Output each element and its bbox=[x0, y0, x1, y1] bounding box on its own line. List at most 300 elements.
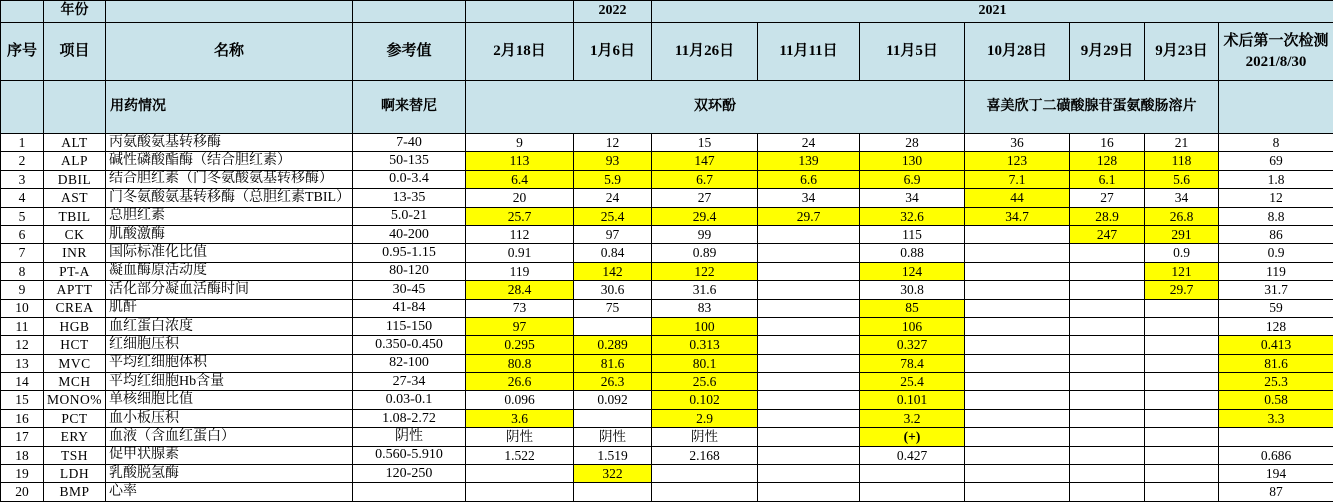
value-cell[interactable]: 6.9 bbox=[860, 170, 965, 188]
table-row bbox=[1, 189, 1333, 207]
value-cell[interactable] bbox=[965, 262, 1070, 280]
value-cell[interactable] bbox=[965, 483, 1070, 501]
value-cell[interactable]: 12 bbox=[1219, 189, 1333, 207]
value-cell[interactable]: 112 bbox=[466, 225, 574, 243]
table-row bbox=[1, 354, 1333, 372]
value-cell[interactable]: 113 bbox=[466, 152, 574, 170]
value-cell[interactable]: 59 bbox=[1219, 299, 1333, 317]
value-cell[interactable]: 119 bbox=[466, 262, 574, 280]
item-code-cell[interactable]: TSH bbox=[44, 446, 106, 464]
value-cell[interactable]: 34 bbox=[758, 189, 860, 207]
medication-alectinib[interactable]: 啊来替尼 bbox=[353, 81, 466, 134]
value-cell[interactable] bbox=[758, 317, 860, 335]
value-cell[interactable]: 8 bbox=[1219, 134, 1333, 152]
value-cell[interactable]: 25.4 bbox=[574, 207, 652, 225]
value-cell[interactable] bbox=[1070, 428, 1145, 446]
row-index-cell[interactable]: 18 bbox=[1, 446, 44, 464]
value-cell[interactable]: 119 bbox=[1219, 262, 1333, 280]
value-cell[interactable]: 0.327 bbox=[860, 336, 965, 354]
item-code-cell[interactable]: CREA bbox=[44, 299, 106, 317]
value-cell[interactable] bbox=[965, 336, 1070, 354]
row-index-cell[interactable]: 12 bbox=[1, 336, 44, 354]
reference-value-cell[interactable]: 1.08-2.72 bbox=[353, 409, 466, 427]
value-cell[interactable] bbox=[1070, 483, 1145, 501]
item-code-cell[interactable]: BMP bbox=[44, 483, 106, 501]
value-cell[interactable]: 24 bbox=[574, 189, 652, 207]
value-cell[interactable]: 28 bbox=[860, 134, 965, 152]
value-cell[interactable]: 44 bbox=[965, 189, 1070, 207]
row-index-cell[interactable]: 11 bbox=[1, 317, 44, 335]
value-cell[interactable] bbox=[965, 373, 1070, 391]
value-cell[interactable]: 3.2 bbox=[860, 409, 965, 427]
value-cell[interactable]: 30.6 bbox=[574, 281, 652, 299]
value-cell[interactable] bbox=[1070, 262, 1145, 280]
value-cell[interactable]: 阴性 bbox=[466, 428, 574, 446]
item-code-cell[interactable]: MVC bbox=[44, 354, 106, 372]
value-cell[interactable]: 123 bbox=[965, 152, 1070, 170]
value-cell[interactable]: 6.1 bbox=[1070, 170, 1145, 188]
value-cell[interactable]: 28.4 bbox=[466, 281, 574, 299]
value-cell[interactable]: 24 bbox=[758, 134, 860, 152]
header-cell-date-oct28[interactable]: 10月28日 bbox=[965, 23, 1070, 81]
value-cell[interactable]: 80.8 bbox=[466, 354, 574, 372]
value-cell[interactable]: 97 bbox=[466, 317, 574, 335]
value-cell[interactable]: 26.8 bbox=[1145, 207, 1219, 225]
value-cell[interactable]: 118 bbox=[1145, 152, 1219, 170]
value-cell[interactable] bbox=[1145, 409, 1219, 427]
value-cell[interactable]: 139 bbox=[758, 152, 860, 170]
value-cell[interactable] bbox=[1145, 465, 1219, 483]
value-cell[interactable] bbox=[758, 373, 860, 391]
value-cell[interactable]: 0.58 bbox=[1219, 391, 1333, 409]
value-cell[interactable]: 0.9 bbox=[1219, 244, 1333, 262]
value-cell[interactable]: 5.9 bbox=[574, 170, 652, 188]
value-cell[interactable] bbox=[466, 483, 574, 501]
item-code-cell[interactable]: ALP bbox=[44, 152, 106, 170]
header-cell-date-nov11[interactable]: 11月11日 bbox=[758, 23, 860, 81]
value-cell[interactable]: 28.9 bbox=[1070, 207, 1145, 225]
value-cell[interactable]: 29.7 bbox=[758, 207, 860, 225]
value-cell[interactable]: 124 bbox=[860, 262, 965, 280]
header-cell-date-sep29[interactable]: 9月29日 bbox=[1070, 23, 1145, 81]
value-cell[interactable] bbox=[758, 281, 860, 299]
value-cell[interactable]: 27 bbox=[652, 189, 758, 207]
reference-value-cell[interactable] bbox=[353, 483, 466, 501]
value-cell[interactable]: 34 bbox=[1145, 189, 1219, 207]
item-code-cell[interactable]: AST bbox=[44, 189, 106, 207]
item-name-cell[interactable]: 肌酐 bbox=[106, 299, 353, 317]
item-code-cell[interactable]: HCT bbox=[44, 336, 106, 354]
value-cell[interactable]: 34.7 bbox=[965, 207, 1070, 225]
value-cell[interactable]: 26.3 bbox=[574, 373, 652, 391]
value-cell[interactable]: 83 bbox=[652, 299, 758, 317]
value-cell[interactable]: 6.7 bbox=[652, 170, 758, 188]
item-code-cell[interactable]: PCT bbox=[44, 409, 106, 427]
value-cell[interactable]: 73 bbox=[466, 299, 574, 317]
row-index-cell[interactable]: 2 bbox=[1, 152, 44, 170]
value-cell[interactable]: 0.89 bbox=[652, 244, 758, 262]
value-cell[interactable]: 1.8 bbox=[1219, 170, 1333, 188]
row-index-cell[interactable]: 3 bbox=[1, 170, 44, 188]
value-cell[interactable]: 142 bbox=[574, 262, 652, 280]
value-cell[interactable] bbox=[1070, 391, 1145, 409]
row-index-cell[interactable]: 17 bbox=[1, 428, 44, 446]
value-cell[interactable] bbox=[965, 281, 1070, 299]
value-cell[interactable] bbox=[965, 409, 1070, 427]
row-index-cell[interactable]: 20 bbox=[1, 483, 44, 501]
value-cell[interactable] bbox=[758, 336, 860, 354]
value-cell[interactable] bbox=[1145, 428, 1219, 446]
item-name-cell[interactable]: 总胆红素 bbox=[106, 207, 353, 225]
value-cell[interactable] bbox=[1145, 336, 1219, 354]
table-row bbox=[1, 299, 1333, 317]
item-code-cell[interactable]: TBIL bbox=[44, 207, 106, 225]
reference-value-cell[interactable]: 80-120 bbox=[353, 262, 466, 280]
row-index-cell[interactable]: 1 bbox=[1, 134, 44, 152]
value-cell[interactable]: 21 bbox=[1145, 134, 1219, 152]
value-cell[interactable]: 106 bbox=[860, 317, 965, 335]
value-cell[interactable] bbox=[965, 391, 1070, 409]
row-index-cell[interactable]: 7 bbox=[1, 244, 44, 262]
medication-label[interactable]: 用药情况 bbox=[106, 81, 353, 134]
value-cell[interactable] bbox=[1145, 373, 1219, 391]
value-cell[interactable]: 99 bbox=[652, 225, 758, 243]
row-index-cell[interactable]: 8 bbox=[1, 262, 44, 280]
empty-cell[interactable] bbox=[44, 81, 106, 134]
value-cell[interactable] bbox=[860, 483, 965, 501]
item-name-cell[interactable]: 心率 bbox=[106, 483, 353, 501]
value-cell[interactable] bbox=[574, 317, 652, 335]
value-cell[interactable]: 80.1 bbox=[652, 354, 758, 372]
value-cell[interactable]: 194 bbox=[1219, 465, 1333, 483]
value-cell[interactable]: 0.9 bbox=[1145, 244, 1219, 262]
item-name-cell[interactable]: 平均红细胞Hb含量 bbox=[106, 373, 353, 391]
medication-bicyclol[interactable]: 双环酚 bbox=[466, 81, 965, 134]
value-cell[interactable] bbox=[758, 391, 860, 409]
value-cell[interactable] bbox=[965, 446, 1070, 464]
value-cell[interactable]: 0.91 bbox=[466, 244, 574, 262]
value-cell[interactable]: 1.522 bbox=[466, 446, 574, 464]
item-name-cell[interactable]: 国际标准化比值 bbox=[106, 244, 353, 262]
value-cell[interactable] bbox=[965, 299, 1070, 317]
item-name-cell[interactable]: 血小板压积 bbox=[106, 409, 353, 427]
value-cell[interactable]: 1.519 bbox=[574, 446, 652, 464]
item-code-cell[interactable]: ERY bbox=[44, 428, 106, 446]
row-index-cell[interactable]: 10 bbox=[1, 299, 44, 317]
value-cell[interactable]: 29.4 bbox=[652, 207, 758, 225]
reference-value-cell[interactable]: 50-135 bbox=[353, 152, 466, 170]
item-code-cell[interactable]: MCH bbox=[44, 373, 106, 391]
reference-value-cell[interactable]: 7-40 bbox=[353, 134, 466, 152]
reference-value-cell[interactable]: 40-200 bbox=[353, 225, 466, 243]
value-cell[interactable]: 8.8 bbox=[1219, 207, 1333, 225]
reference-value-cell[interactable]: 5.0-21 bbox=[353, 207, 466, 225]
value-cell[interactable]: 0.295 bbox=[466, 336, 574, 354]
value-cell[interactable]: 128 bbox=[1070, 152, 1145, 170]
value-cell[interactable]: 6.6 bbox=[758, 170, 860, 188]
table-row bbox=[1, 244, 1333, 262]
value-cell[interactable]: 6.4 bbox=[466, 170, 574, 188]
value-cell[interactable]: 25.7 bbox=[466, 207, 574, 225]
item-code-cell[interactable]: MONO% bbox=[44, 391, 106, 409]
value-cell[interactable]: 2.9 bbox=[652, 409, 758, 427]
item-name-cell[interactable]: 结合胆红素（门冬氨酸氨基转移酶） bbox=[106, 170, 353, 188]
value-cell[interactable] bbox=[1070, 446, 1145, 464]
value-cell[interactable] bbox=[965, 225, 1070, 243]
value-cell[interactable]: 291 bbox=[1145, 225, 1219, 243]
value-cell[interactable]: 2.168 bbox=[652, 446, 758, 464]
value-cell[interactable]: 122 bbox=[652, 262, 758, 280]
header-cell-postop-test[interactable]: 术后第一次检测2021/8/30 bbox=[1219, 23, 1333, 81]
value-cell[interactable]: 147 bbox=[652, 152, 758, 170]
value-cell[interactable]: 32.6 bbox=[860, 207, 965, 225]
value-cell[interactable]: 115 bbox=[860, 225, 965, 243]
value-cell[interactable]: 322 bbox=[574, 465, 652, 483]
value-cell[interactable]: 0.096 bbox=[466, 391, 574, 409]
value-cell[interactable] bbox=[758, 483, 860, 501]
value-cell[interactable]: 81.6 bbox=[1219, 354, 1333, 372]
corner-cell[interactable] bbox=[1, 1, 44, 23]
value-cell[interactable] bbox=[758, 244, 860, 262]
empty-cell[interactable] bbox=[1, 81, 44, 134]
value-cell[interactable] bbox=[860, 465, 965, 483]
reference-value-cell[interactable]: 0.350-0.450 bbox=[353, 336, 466, 354]
value-cell[interactable] bbox=[758, 446, 860, 464]
value-cell[interactable]: 15 bbox=[652, 134, 758, 152]
reference-value-cell[interactable]: 27-34 bbox=[353, 373, 466, 391]
value-cell[interactable] bbox=[1070, 465, 1145, 483]
empty-cell[interactable] bbox=[106, 1, 353, 23]
item-name-cell[interactable]: 门冬氨酸氨基转移酶（总胆红素TBIL） bbox=[106, 189, 353, 207]
value-cell[interactable]: 5.6 bbox=[1145, 170, 1219, 188]
row-index-cell[interactable]: 5 bbox=[1, 207, 44, 225]
table-row bbox=[1, 317, 1333, 335]
value-cell[interactable]: 31.7 bbox=[1219, 281, 1333, 299]
value-cell[interactable]: 25.4 bbox=[860, 373, 965, 391]
value-cell[interactable]: 7.1 bbox=[965, 170, 1070, 188]
medication-simeixin[interactable]: 喜美欣丁二磺酸腺苷蛋氨酸肠溶片 bbox=[965, 81, 1219, 134]
value-cell[interactable] bbox=[758, 354, 860, 372]
item-name-cell[interactable]: 平均红细胞体积 bbox=[106, 354, 353, 372]
value-cell[interactable] bbox=[574, 409, 652, 427]
value-cell[interactable]: 97 bbox=[574, 225, 652, 243]
value-cell[interactable]: 34 bbox=[860, 189, 965, 207]
value-cell[interactable]: 3.3 bbox=[1219, 409, 1333, 427]
value-cell[interactable]: 69 bbox=[1219, 152, 1333, 170]
value-cell[interactable]: 9 bbox=[466, 134, 574, 152]
value-cell[interactable]: 阴性 bbox=[574, 428, 652, 446]
item-code-cell[interactable]: DBIL bbox=[44, 170, 106, 188]
reference-value-cell[interactable]: 阴性 bbox=[353, 428, 466, 446]
reference-value-cell[interactable]: 0.560-5.910 bbox=[353, 446, 466, 464]
value-cell[interactable]: 93 bbox=[574, 152, 652, 170]
header-cell-item[interactable]: 项目 bbox=[44, 23, 106, 81]
value-cell[interactable]: 30.8 bbox=[860, 281, 965, 299]
value-cell[interactable]: 0.102 bbox=[652, 391, 758, 409]
value-cell[interactable] bbox=[1070, 373, 1145, 391]
item-code-cell[interactable]: PT-A bbox=[44, 262, 106, 280]
value-cell[interactable] bbox=[466, 465, 574, 483]
table-row bbox=[1, 170, 1333, 188]
value-cell[interactable] bbox=[965, 244, 1070, 262]
value-cell[interactable] bbox=[1070, 409, 1145, 427]
reference-value-cell[interactable]: 0.95-1.15 bbox=[353, 244, 466, 262]
value-cell[interactable] bbox=[1145, 391, 1219, 409]
value-cell[interactable]: 0.88 bbox=[860, 244, 965, 262]
item-name-cell[interactable]: 活化部分凝血活酶时间 bbox=[106, 281, 353, 299]
value-cell[interactable]: 26.6 bbox=[466, 373, 574, 391]
header-cell-date-feb18[interactable]: 2月18日 bbox=[466, 23, 574, 81]
reference-value-cell[interactable]: 0.03-0.1 bbox=[353, 391, 466, 409]
table-row bbox=[1, 391, 1333, 409]
empty-cell[interactable] bbox=[466, 1, 574, 23]
value-cell[interactable] bbox=[1219, 428, 1333, 446]
table-row bbox=[1, 373, 1333, 391]
value-cell[interactable]: 16 bbox=[1070, 134, 1145, 152]
row-index-cell[interactable]: 4 bbox=[1, 189, 44, 207]
reference-value-cell[interactable]: 13-35 bbox=[353, 189, 466, 207]
row-index-cell[interactable]: 15 bbox=[1, 391, 44, 409]
header-cell-date-sep23[interactable]: 9月23日 bbox=[1145, 23, 1219, 81]
value-cell[interactable]: 0.313 bbox=[652, 336, 758, 354]
header-cell-date-nov5[interactable]: 11月5日 bbox=[860, 23, 965, 81]
value-cell[interactable]: 87 bbox=[1219, 483, 1333, 501]
value-cell[interactable] bbox=[1070, 354, 1145, 372]
header-cell-date-nov26[interactable]: 11月26日 bbox=[652, 23, 758, 81]
row-index-cell[interactable]: 9 bbox=[1, 281, 44, 299]
table-row bbox=[1, 152, 1333, 170]
table-row bbox=[1, 225, 1333, 243]
value-cell[interactable]: 20 bbox=[466, 189, 574, 207]
value-cell[interactable] bbox=[652, 483, 758, 501]
value-cell[interactable]: 81.6 bbox=[574, 354, 652, 372]
value-cell[interactable]: 0.092 bbox=[574, 391, 652, 409]
item-code-cell[interactable]: APTT bbox=[44, 281, 106, 299]
value-cell[interactable]: 85 bbox=[860, 299, 965, 317]
reference-value-cell[interactable]: 0.0-3.4 bbox=[353, 170, 466, 188]
year-2022-cell[interactable]: 2022 bbox=[574, 1, 652, 23]
value-cell[interactable] bbox=[1145, 317, 1219, 335]
value-cell[interactable] bbox=[1145, 446, 1219, 464]
value-cell[interactable]: 0.84 bbox=[574, 244, 652, 262]
value-cell[interactable] bbox=[758, 465, 860, 483]
empty-cell[interactable] bbox=[1219, 81, 1333, 134]
value-cell[interactable] bbox=[1070, 317, 1145, 335]
value-cell[interactable] bbox=[574, 483, 652, 501]
item-code-cell[interactable]: CK bbox=[44, 225, 106, 243]
item-name-cell[interactable]: 碱性磷酸酯酶（结合胆红素） bbox=[106, 152, 353, 170]
value-cell[interactable]: 0.686 bbox=[1219, 446, 1333, 464]
table-row bbox=[1, 207, 1333, 225]
item-name-cell[interactable]: 肌酸激酶 bbox=[106, 225, 353, 243]
value-cell[interactable] bbox=[758, 262, 860, 280]
value-cell[interactable]: 86 bbox=[1219, 225, 1333, 243]
item-name-cell[interactable]: 凝血酶原活动度 bbox=[106, 262, 353, 280]
value-cell[interactable]: 100 bbox=[652, 317, 758, 335]
item-name-cell[interactable]: 单核细胞比值 bbox=[106, 391, 353, 409]
value-cell[interactable]: 31.6 bbox=[652, 281, 758, 299]
header-cell-reference[interactable]: 参考值 bbox=[353, 23, 466, 81]
item-code-cell[interactable]: HGB bbox=[44, 317, 106, 335]
value-cell[interactable]: 121 bbox=[1145, 262, 1219, 280]
reference-value-cell[interactable]: 82-100 bbox=[353, 354, 466, 372]
value-cell[interactable] bbox=[1070, 281, 1145, 299]
value-cell[interactable]: 0.413 bbox=[1219, 336, 1333, 354]
value-cell[interactable]: 78.4 bbox=[860, 354, 965, 372]
item-code-cell[interactable]: LDH bbox=[44, 465, 106, 483]
reference-value-cell[interactable]: 41-84 bbox=[353, 299, 466, 317]
value-cell[interactable] bbox=[758, 299, 860, 317]
row-index-cell[interactable]: 6 bbox=[1, 225, 44, 243]
value-cell[interactable]: 36 bbox=[965, 134, 1070, 152]
value-cell[interactable] bbox=[965, 465, 1070, 483]
value-cell[interactable]: 3.6 bbox=[466, 409, 574, 427]
header-cell-date-jan6[interactable]: 1月6日 bbox=[574, 23, 652, 81]
value-cell[interactable]: 130 bbox=[860, 152, 965, 170]
empty-cell[interactable] bbox=[353, 1, 466, 23]
value-cell[interactable]: 29.7 bbox=[1145, 281, 1219, 299]
value-cell[interactable] bbox=[965, 317, 1070, 335]
item-name-cell[interactable]: 红细胞压积 bbox=[106, 336, 353, 354]
value-cell[interactable] bbox=[1145, 299, 1219, 317]
table-body bbox=[1, 134, 1333, 502]
reference-value-cell[interactable]: 120-250 bbox=[353, 465, 466, 483]
item-name-cell[interactable]: 促甲状腺素 bbox=[106, 446, 353, 464]
year-2021-cell[interactable]: 2021 bbox=[652, 1, 1333, 23]
header-cell-name[interactable]: 名称 bbox=[106, 23, 353, 81]
value-cell[interactable]: 25.3 bbox=[1219, 373, 1333, 391]
value-cell[interactable] bbox=[1070, 244, 1145, 262]
value-cell[interactable] bbox=[965, 354, 1070, 372]
value-cell[interactable]: 阴性 bbox=[652, 428, 758, 446]
value-cell[interactable] bbox=[758, 428, 860, 446]
value-cell[interactable] bbox=[1070, 336, 1145, 354]
value-cell[interactable]: 0.289 bbox=[574, 336, 652, 354]
value-cell[interactable] bbox=[965, 428, 1070, 446]
value-cell[interactable]: 0.101 bbox=[860, 391, 965, 409]
header-cell-index[interactable]: 序号 bbox=[1, 23, 44, 81]
value-cell[interactable] bbox=[1145, 354, 1219, 372]
item-name-cell[interactable]: 乳酸脱氢酶 bbox=[106, 465, 353, 483]
row-index-cell[interactable]: 14 bbox=[1, 373, 44, 391]
year-row-label[interactable]: 年份 bbox=[44, 1, 106, 23]
value-cell[interactable] bbox=[758, 225, 860, 243]
row-index-cell[interactable]: 13 bbox=[1, 354, 44, 372]
item-name-cell[interactable]: 血液（含血红蛋白） bbox=[106, 428, 353, 446]
row-index-cell[interactable]: 19 bbox=[1, 465, 44, 483]
value-cell[interactable] bbox=[652, 465, 758, 483]
item-code-cell[interactable]: ALT bbox=[44, 134, 106, 152]
value-cell[interactable] bbox=[758, 409, 860, 427]
row-index-cell[interactable]: 16 bbox=[1, 409, 44, 427]
item-name-cell[interactable]: 丙氨酸氨基转移酶 bbox=[106, 134, 353, 152]
value-cell[interactable] bbox=[1145, 483, 1219, 501]
value-cell[interactable]: 25.6 bbox=[652, 373, 758, 391]
item-code-cell[interactable]: INR bbox=[44, 244, 106, 262]
value-cell[interactable]: 247 bbox=[1070, 225, 1145, 243]
value-cell[interactable] bbox=[1070, 299, 1145, 317]
value-cell[interactable]: 27 bbox=[1070, 189, 1145, 207]
item-name-cell[interactable]: 血红蛋白浓度 bbox=[106, 317, 353, 335]
value-cell[interactable]: 128 bbox=[1219, 317, 1333, 335]
value-cell[interactable]: 12 bbox=[574, 134, 652, 152]
value-cell[interactable]: 75 bbox=[574, 299, 652, 317]
reference-value-cell[interactable]: 30-45 bbox=[353, 281, 466, 299]
reference-value-cell[interactable]: 115-150 bbox=[353, 317, 466, 335]
table-row bbox=[1, 483, 1333, 501]
value-cell[interactable]: (+) bbox=[860, 428, 965, 446]
value-cell[interactable]: 0.427 bbox=[860, 446, 965, 464]
